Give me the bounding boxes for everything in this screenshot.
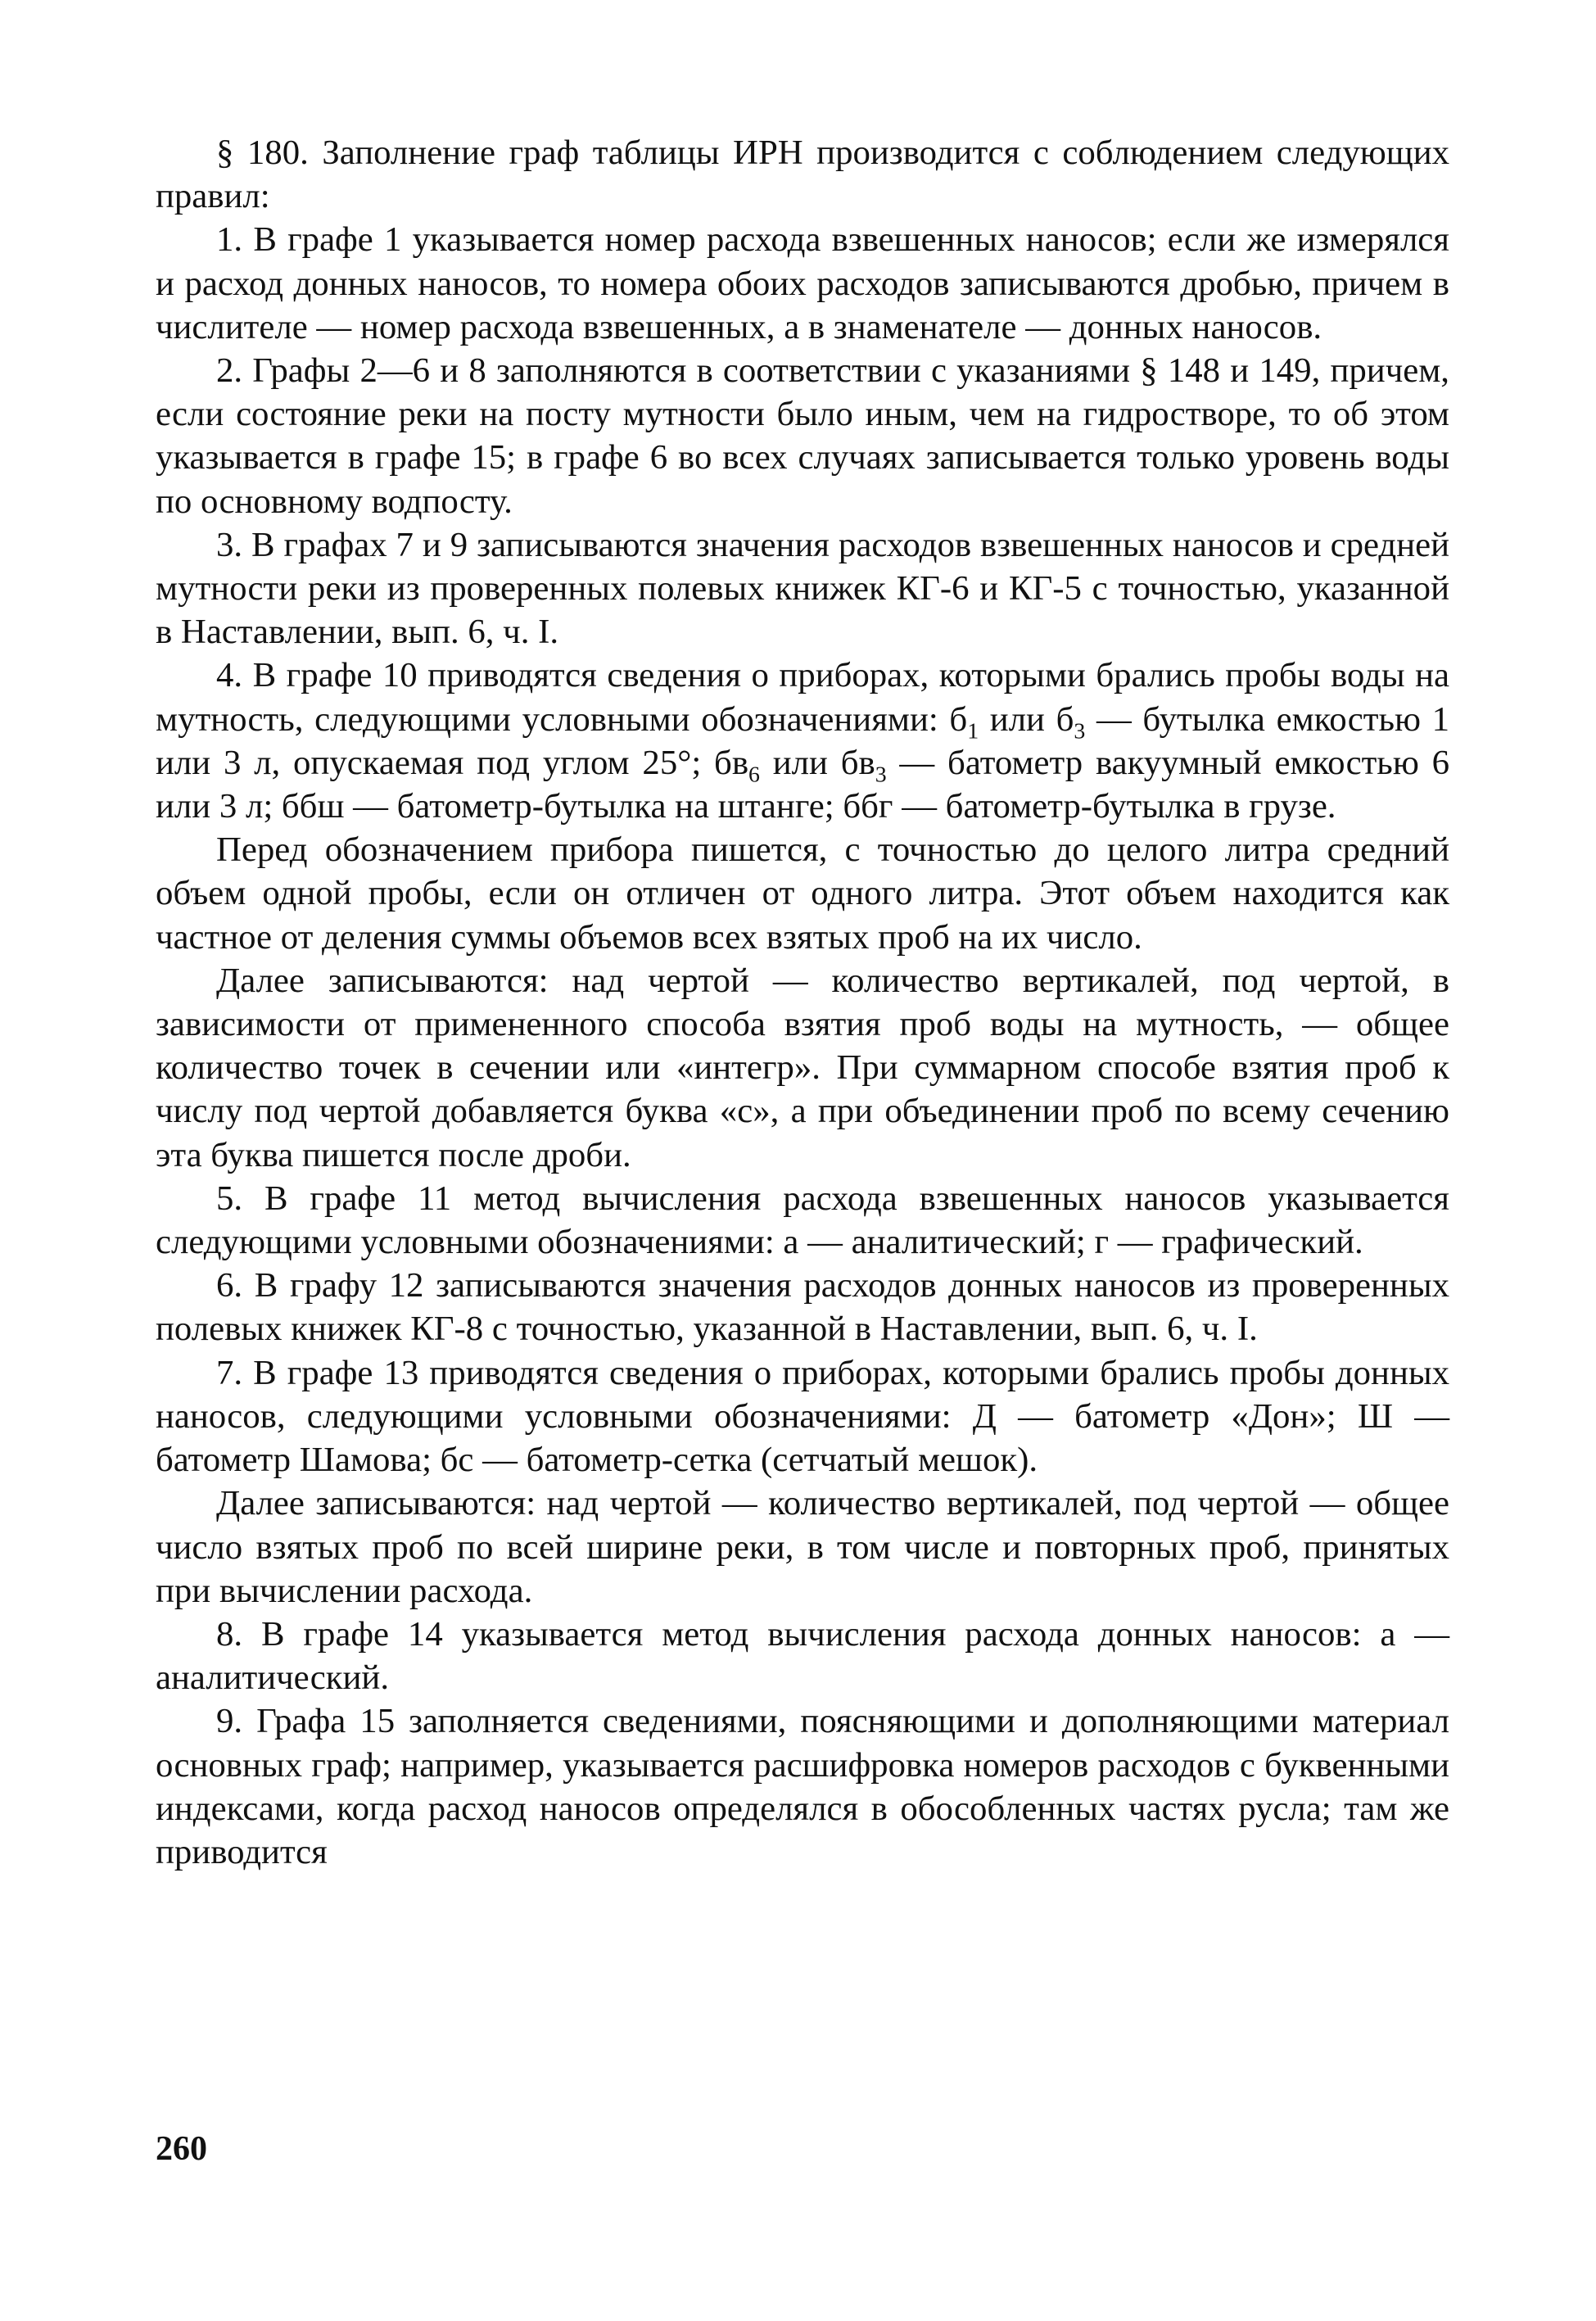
item-4-text-start: 4. В графе 10 приводятся сведения о приборах, которыми брались пробы воды на мутность, следующими условными обозначениями: б: [156, 656, 1449, 739]
paragraph-item-4-volume: Перед обозначением прибора пишется, с точностью до целого литра средний объем одной пробы, если он отличен от одного литра. Этот объем находится как частное от деления суммы объемов всех взятых проб на их число.: [156, 830, 1449, 957]
item-4-sub-3: 6: [748, 762, 760, 788]
paragraph-item-6: 6. В графу 12 записываются значения расходов донных наносов из проверенных полевых книжек КГ-8 с точностью, указанной в Наставлении, вып. 6, ч. I.: [156, 1266, 1449, 1349]
paragraph-item-1: 1. В графе 1 указывается номер расхода взвешенных наносов; если же измерялся и расход донных наносов, то номера обоих расходов записываются дробью, причем в числителе — номер расхода взвешенных, а в знаменателе — донных наносов.: [156, 220, 1449, 346]
item-4-text-end: — батометр вакуумный емкостью 6 или 3 л; ббш — батометр-бутылка на штанге; ббг — батометр-бутылка в грузе.: [156, 743, 1450, 826]
page-number: 260: [156, 2130, 207, 2168]
paragraph-item-7-fraction: Далее записываются: над чертой — количество вертикалей, под чертой — общее число взятых проб по всей ширине реки, в том числе и повторных проб, принятых при вычислении расхода.: [156, 1484, 1449, 1610]
paragraph-item-3: 3. В графах 7 и 9 записываются значения расходов взвешенных наносов и средней мутности реки из проверенных полевых книжек КГ-6 и КГ-5 с точностью, указанной в Наставлении, вып. 6, ч. I.: [156, 525, 1449, 652]
paragraph-item-8: 8. В графе 14 указывается метод вычисления расхода донных наносов: а — аналитический.: [156, 1614, 1449, 1698]
page-body: [156, 131, 1449, 1874]
paragraph-item-4-fraction: Далее записываются: над чертой — количество вертикалей, под чертой, в зависимости от примененного способа взятия проб воды на мутность, — общее количество точек в сечении или «интегр». При суммарном способе взятия проб к числу под чертой добавляется буква «с», а при объединении проб по всему сечению эта буква пишется после дроби.: [156, 961, 1449, 1174]
item-4-sub-2: 3: [1074, 718, 1086, 744]
paragraph-item-5: 5. В графе 11 метод вычисления расхода взвешенных наносов указывается следующими условными обозначениями: а — аналитический; г — графический.: [156, 1179, 1449, 1262]
item-4-sub-4: 3: [875, 762, 887, 788]
paragraph-item-7: 7. В графе 13 приводятся сведения о приборах, которыми брались пробы донных наносов, следующими условными обозначениями: Д — батометр «Дон»; Ш — батометр Шамова; бс — батометр-сетка (сетчатый мешок).: [156, 1353, 1449, 1480]
item-4-text-mid-3: или бв: [759, 743, 875, 782]
item-4-sub-1: 1: [967, 718, 979, 744]
paragraph-180: § 180. Заполнение граф таблицы ИРН производится с соблюдением следующих правил:: [156, 133, 1449, 216]
paragraph-item-2: 2. Графы 2—6 и 8 заполняются в соответствии с указаниями § 148 и 149, причем, если состояние реки на посту мутности было иным, чем на гидростворе, то об этом указывается в графе 15; в графе 6 во всех случаях записывается только уровень воды по основному водпосту.: [156, 351, 1449, 521]
item-4-text-mid-1: или б: [979, 699, 1074, 739]
paragraph-item-4: [156, 654, 1449, 828]
paragraph-item-9: 9. Графа 15 заполняется сведениями, поясняющими и дополняющими материал основных граф; например, указывается расшифровка номеров расходов с буквенными индексами, когда расход наносов определялся в обособленных частях русла; там же приводится: [156, 1702, 1449, 1871]
item-4-text-mid-2: — бутылка емкостью 1 или 3 л, опускаемая под углом 25°; бв: [156, 699, 1449, 782]
